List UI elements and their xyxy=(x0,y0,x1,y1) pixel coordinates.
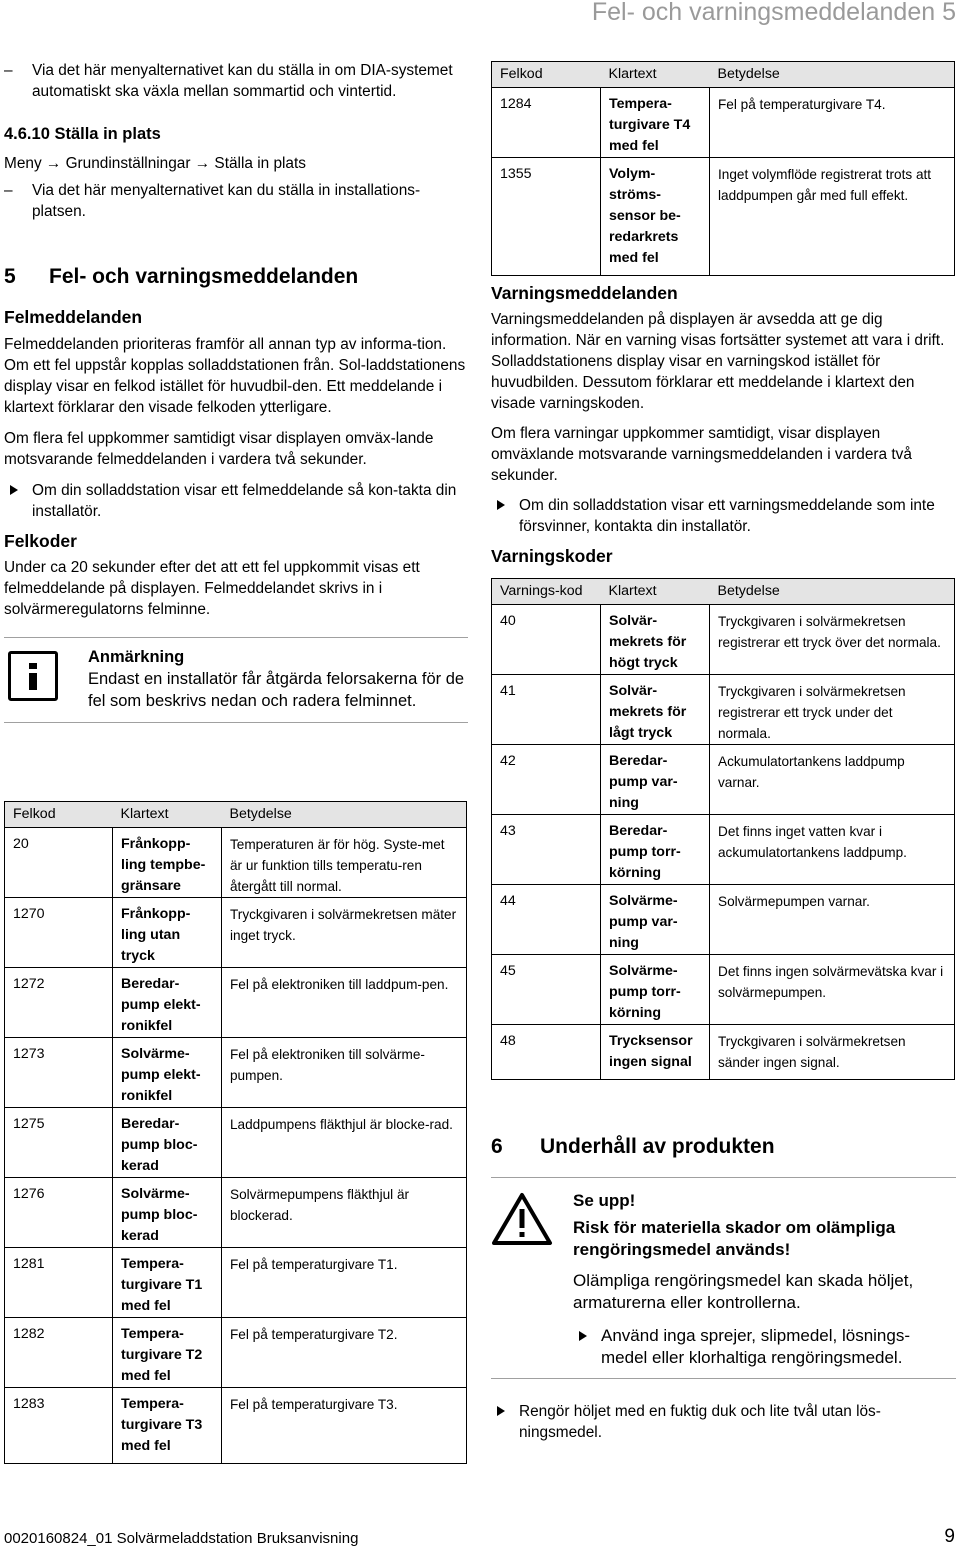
felmeddelanden-paragraph-2: Om flera fel uppkommer samtidigt visar displayen omväx-lande motsvarande felmeddelanden i vardera två sekunder. xyxy=(4,430,434,468)
error-table-cont-container xyxy=(491,61,955,276)
section-4610-dash-item: – Via det här menyalternativet kan du ställa in installations-platsen. xyxy=(4,180,466,222)
warning-triangle-icon xyxy=(491,1192,553,1251)
table-row xyxy=(492,955,955,1025)
table-cell-code: 1281 xyxy=(5,1248,113,1318)
table-cell-code: 41 xyxy=(492,675,601,745)
table-cell-betydelse: Det finns inget vatten kvar i ackumulatortankens laddpump. xyxy=(710,815,955,885)
table-cell-klartext: Tempera-turgivare T4 med fel xyxy=(601,88,710,158)
table-row xyxy=(5,1318,467,1388)
table-cell-klartext: Frånkopp-ling utan tryck xyxy=(113,898,222,968)
table-cell-betydelse: Fel på temperaturgivare T1. xyxy=(222,1248,467,1318)
varningsmeddelanden-heading: Varningsmeddelanden xyxy=(491,283,678,303)
table-row xyxy=(492,1025,955,1080)
table-cell-klartext: Solvärme-pump bloc-kerad xyxy=(113,1178,222,1248)
table-cell-code: 1284 xyxy=(492,88,601,158)
table-header-row xyxy=(492,579,955,605)
table-cell-klartext: Beredar-pump torr-körning xyxy=(601,815,710,885)
table-cell-betydelse: Tryckgivaren i solvärmekretsen mäter inget tryck. xyxy=(222,898,467,968)
bullet-arrow-icon xyxy=(10,485,18,495)
felmeddelanden-bullet xyxy=(4,480,466,522)
footer-document-name: 0020160824_01 Solvärmeladdstation Bruksanvisning xyxy=(4,1530,359,1547)
table-cell-betydelse: Fel på elektroniken till solvärme-pumpen. xyxy=(222,1038,467,1108)
table-cell-code: 1283 xyxy=(5,1388,113,1464)
table-cell-klartext: Tempera-turgivare T3 med fel xyxy=(113,1388,222,1464)
section-5-title: Fel- och varningsmeddelanden xyxy=(49,265,359,288)
table-cell-code: 20 xyxy=(5,828,113,898)
caution-title: Se upp! xyxy=(573,1191,636,1210)
table-cell-betydelse: Ackumulatortankens laddpump varnar. xyxy=(710,745,955,815)
section-5-heading xyxy=(4,265,466,289)
column-header-klartext: Klartext xyxy=(601,579,710,605)
section-6-heading xyxy=(491,1135,775,1159)
page-header-title: Fel- och varningsmeddelanden 5 xyxy=(591,0,956,26)
felkoder-paragraph: Under ca 20 sekunder efter det att ett fel uppkommit visas ett felmeddelande på displayen. Felmeddelandet skrivs in i solvärmeregulatorns felminne. xyxy=(4,559,420,618)
table-cell-betydelse: Temperaturen är för hög. Syste-met är ur funktion tills temperatu-ren återgått till normal. xyxy=(222,828,467,898)
table-row xyxy=(492,675,955,745)
error-code-table xyxy=(4,801,467,1464)
intro-dash-item: – Via det här menyalternativet kan du ställa in om DIA-systemet automatiskt ska växla mellan sommartid och vintertid. xyxy=(4,60,466,102)
table-cell-code: 1276 xyxy=(5,1178,113,1248)
section-6-bullet xyxy=(491,1401,959,1443)
varningsmeddelanden-bullet-text: Om din solladdstation visar ett varningsmeddelande som inte försvinner, kontakta din installatör. xyxy=(519,497,935,535)
table-cell-klartext: Tempera-turgivare T2 med fel xyxy=(113,1318,222,1388)
table-cell-betydelse: Tryckgivaren i solvärmekretsen registrerar ett tryck under det normala. xyxy=(710,675,955,745)
table-cell-code: 1270 xyxy=(5,898,113,968)
warning-code-table xyxy=(491,578,955,1080)
note-box xyxy=(4,637,468,723)
table-row xyxy=(492,605,955,675)
section-6-title: Underhåll av produkten xyxy=(540,1135,775,1158)
section-5-number: 5 xyxy=(4,265,16,288)
table-cell-klartext: Tempera-turgivare T1 med fel xyxy=(113,1248,222,1318)
table-cell-klartext: Solvärme-pump elekt-ronikfel xyxy=(113,1038,222,1108)
table-row xyxy=(5,1038,467,1108)
table-row xyxy=(492,158,955,276)
right-column xyxy=(491,283,956,567)
table-cell-code: 42 xyxy=(492,745,601,815)
table-cell-code: 1282 xyxy=(5,1318,113,1388)
warning-table-container xyxy=(491,578,955,1080)
info-icon xyxy=(8,651,58,701)
table-cell-klartext: Frånkopp-ling tempbe-gränsare xyxy=(113,828,222,898)
table-cell-code: 44 xyxy=(492,885,601,955)
table-row xyxy=(492,745,955,815)
table-row xyxy=(492,88,955,158)
table-cell-betydelse: Tryckgivaren i solvärmekretsen registrerar ett tryck över det normala. xyxy=(710,605,955,675)
table-cell-code: 1272 xyxy=(5,968,113,1038)
table-row xyxy=(5,828,467,898)
table-cell-klartext: Volym-ströms-sensor be-redarkrets med fel xyxy=(601,158,710,276)
table-cell-klartext: Beredar-pump var-ning xyxy=(601,745,710,815)
table-row xyxy=(5,1178,467,1248)
table-row xyxy=(5,968,467,1038)
table-cell-betydelse: Solvärmepumpens fläkthjul är blockerad. xyxy=(222,1178,467,1248)
caution-text: Olämpliga rengöringsmedel kan skada höljet, armaturerna eller kontrollerna. xyxy=(573,1271,914,1312)
section-4610-heading: 4.6.10 Ställa in plats xyxy=(4,125,161,143)
table-cell-code: 48 xyxy=(492,1025,601,1080)
table-header-row xyxy=(492,62,955,88)
table-cell-code: 1275 xyxy=(5,1108,113,1178)
felkoder-heading: Felkoder xyxy=(4,531,77,551)
error-table-container xyxy=(4,801,467,1464)
felmeddelanden-bullet-text: Om din solladdstation visar ett felmeddelande så kon-takta din installatör. xyxy=(32,482,457,520)
bullet-arrow-icon xyxy=(497,1406,505,1416)
footer-page-number: 9 xyxy=(944,1526,955,1547)
table-cell-klartext: Trycksensor ingen signal xyxy=(601,1025,710,1080)
table-row xyxy=(5,1388,467,1464)
column-header-felkod: Felkod xyxy=(5,802,113,828)
table-cell-betydelse: Tryckgivaren i solvärmekretsen sänder ingen signal. xyxy=(710,1025,955,1080)
varningsmeddelanden-bullet xyxy=(491,495,956,537)
felmeddelanden-heading: Felmeddelanden xyxy=(4,307,143,327)
caution-bullet-text: Använd inga sprejer, slipmedel, lösnings-medel eller klorhaltiga rengöringsmedel. xyxy=(601,1326,911,1367)
bullet-arrow-icon xyxy=(497,500,505,510)
column-header-felkod: Felkod xyxy=(492,62,601,88)
table-cell-betydelse: Fel på temperaturgivare T3. xyxy=(222,1388,467,1464)
column-header-varningskod: Varnings-kod xyxy=(492,579,601,605)
table-cell-code: 1273 xyxy=(5,1038,113,1108)
table-header-row xyxy=(5,802,467,828)
table-row xyxy=(5,898,467,968)
section-6-bullet-text: Rengör höljet med en fuktig duk och lite tvål utan lös-ningsmedel. xyxy=(519,1403,881,1441)
error-code-table-continued xyxy=(491,61,955,276)
table-cell-betydelse: Fel på temperaturgivare T2. xyxy=(222,1318,467,1388)
left-column xyxy=(4,60,466,723)
column-header-betydelse: Betydelse xyxy=(710,579,955,605)
table-row xyxy=(492,815,955,885)
table-row xyxy=(5,1108,467,1178)
caution-subtitle: Risk för materiella skador om olämpliga rengöringsmedel används! xyxy=(573,1218,896,1259)
table-row xyxy=(492,885,955,955)
note-title: Anmärkning xyxy=(88,648,185,666)
table-cell-klartext: Solvär-mekrets för lågt tryck xyxy=(601,675,710,745)
table-cell-code: 45 xyxy=(492,955,601,1025)
table-cell-betydelse: Laddpumpens fläkthjul är blocke-rad. xyxy=(222,1108,467,1178)
varningsmeddelanden-paragraph-1: Varningsmeddelanden på displayen är avsedda att ge dig information. När en varning visas fortsätter systemet att vara i drift. Solladdstationens display visar en varningskod istället för huvudbilden. Dessutom förklarar ett meddelande i klartext den visade varningskoden. xyxy=(491,311,945,412)
caution-bullet xyxy=(573,1325,953,1369)
bullet-arrow-icon xyxy=(579,1331,587,1341)
column-header-betydelse: Betydelse xyxy=(710,62,955,88)
table-cell-code: 43 xyxy=(492,815,601,885)
table-cell-klartext: Beredar-pump bloc-kerad xyxy=(113,1108,222,1178)
felmeddelanden-paragraph-1: Felmeddelanden prioriteras framför all annan typ av informa-tion. Om ett fel uppstår kopplas solladdstationen från. Sol-laddstationens display visar en felkod istället för huvudbil-den. Ett meddelande i klartext förklarar den visade felkoden ytterligare. xyxy=(4,336,466,416)
table-cell-betydelse: Solvärmepumpen varnar. xyxy=(710,885,955,955)
table-cell-betydelse: Inget volymflöde registrerat trots att laddpumpen går med full effekt. xyxy=(710,158,955,276)
table-cell-klartext: Solvärme-pump var-ning xyxy=(601,885,710,955)
menu-path: Meny → Grundinställningar → Ställa in plats xyxy=(4,155,306,172)
section-6-number: 6 xyxy=(491,1135,503,1158)
table-row xyxy=(5,1248,467,1318)
table-cell-code: 1355 xyxy=(492,158,601,276)
table-cell-code: 40 xyxy=(492,605,601,675)
table-cell-klartext: Solvär-mekrets för högt tryck xyxy=(601,605,710,675)
caution-box xyxy=(491,1177,956,1379)
varningskoder-heading: Varningskoder xyxy=(491,546,613,566)
table-cell-klartext: Beredar-pump elekt-ronikfel xyxy=(113,968,222,1038)
table-cell-betydelse: Det finns ingen solvärmevätska kvar i solvärmepumpen. xyxy=(710,955,955,1025)
column-header-klartext: Klartext xyxy=(113,802,222,828)
column-header-klartext: Klartext xyxy=(601,62,710,88)
varningsmeddelanden-paragraph-2: Om flera varningar uppkommer samtidigt, visar displayen omväxlande motsvarande varningsmeddelanden i vardera två sekunder. xyxy=(491,425,912,484)
note-text: Endast en installatör får åtgärda felorsakerna för de fel som beskrivs nedan och radera felminnet. xyxy=(88,670,465,710)
column-header-betydelse: Betydelse xyxy=(222,802,467,828)
table-cell-betydelse: Fel på elektroniken till laddpum-pen. xyxy=(222,968,467,1038)
table-cell-betydelse: Fel på temperaturgivare T4. xyxy=(710,88,955,158)
table-cell-klartext: Solvärme-pump torr-körning xyxy=(601,955,710,1025)
